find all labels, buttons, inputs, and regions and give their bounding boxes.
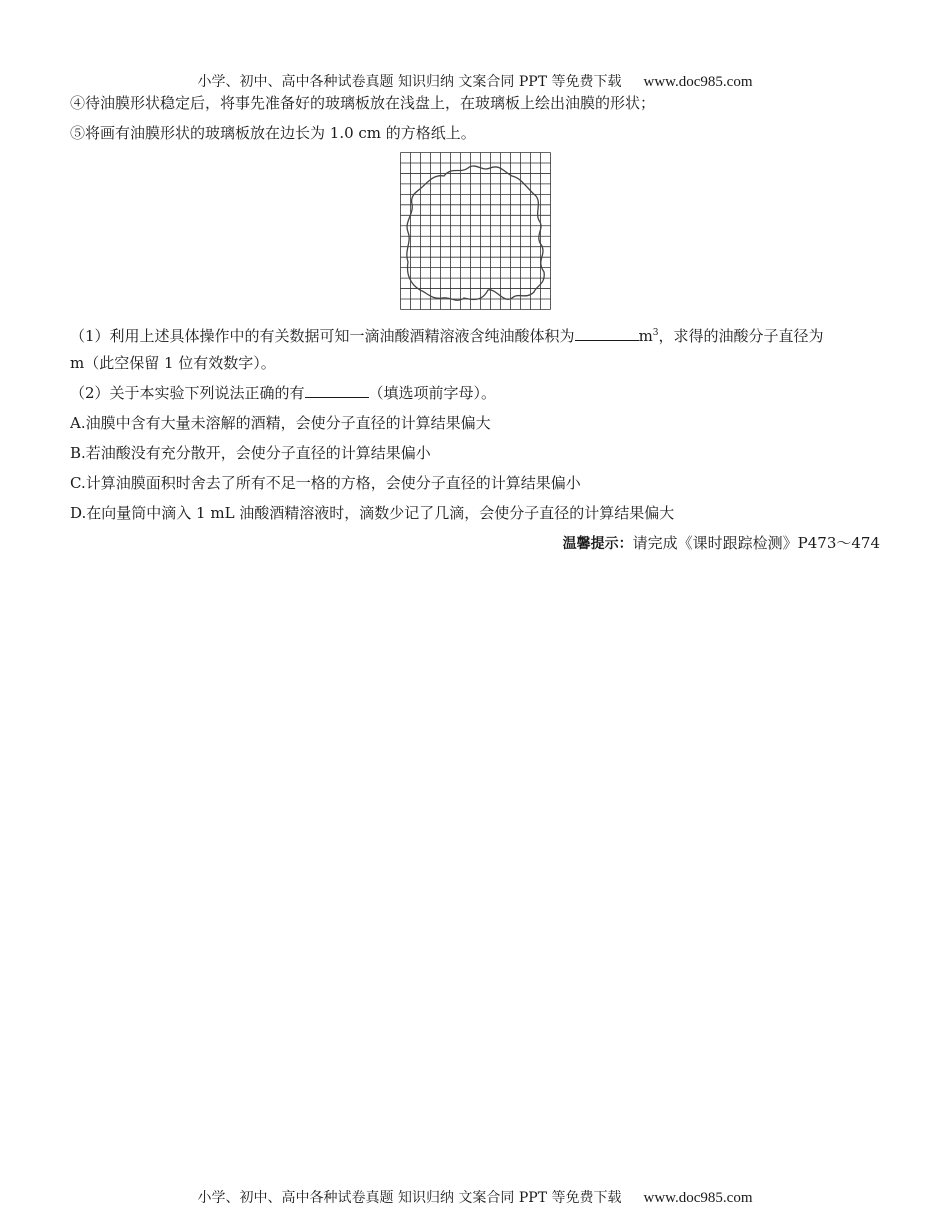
option-b: B.若油酸没有充分散开，会使分子直径的计算结果偏小 [70,444,431,462]
step-4: ④待油膜形状稳定后，将事先准备好的玻璃板放在浅盘上，在玻璃板上绘出油膜的形状； [70,94,656,112]
q1-text-a: （1）利用上述具体操作中的有关数据可知一滴油酸酒精溶液含纯油酸体积为 [70,327,575,345]
header-text: 小学、初中、高中各种试卷真题 知识归纳 文案合同 PPT 等免费下载 [197,74,622,90]
option-c: C.计算油膜面积时舍去了所有不足一格的方格，会使分子直径的计算结果偏小 [70,474,581,492]
footer-text: 小学、初中、高中各种试卷真题 知识归纳 文案合同 PPT 等免费下载 [197,1190,622,1206]
q1-unit: m [638,327,653,345]
oil-film-grid-figure [400,152,551,310]
q1-unit-exponent: 3 [652,328,659,338]
hint-label: 温馨提示： [562,536,633,552]
page-footer [0,1189,950,1207]
question-2 [70,383,496,403]
page-header [0,73,950,91]
q2-text-a: （2）关于本实验下列说法正确的有 [70,384,305,402]
step-5: ⑤将画有油膜形状的玻璃板放在边长为 1.0 cm 的方格纸上。 [70,124,476,142]
hint [563,533,880,554]
header-url[interactable]: www.doc985.com [643,74,753,90]
question-1 [70,323,824,346]
answer-blank-volume[interactable] [575,326,639,341]
option-a: A.油膜中含有大量未溶解的酒精，会使分子直径的计算结果偏大 [70,414,491,432]
grid-lines [401,153,551,310]
footer-url[interactable]: www.doc985.com [643,1190,753,1206]
q1-text-b: ，求得的油酸分子直径为 [658,327,824,345]
answer-blank-choice[interactable] [305,383,369,398]
question-1-line2: m（此空保留 1 位有效数字）。 [70,354,276,372]
oil-film-outline [407,166,544,300]
q2-text-b: （填选项前字母）。 [368,384,497,402]
hint-text: 请完成《课时跟踪检测》P473～474 [632,534,880,552]
option-d: D.在向量筒中滴入 1 mL 油酸酒精溶液时，滴数少记了几滴，会使分子直径的计算结果偏大 [70,504,675,522]
